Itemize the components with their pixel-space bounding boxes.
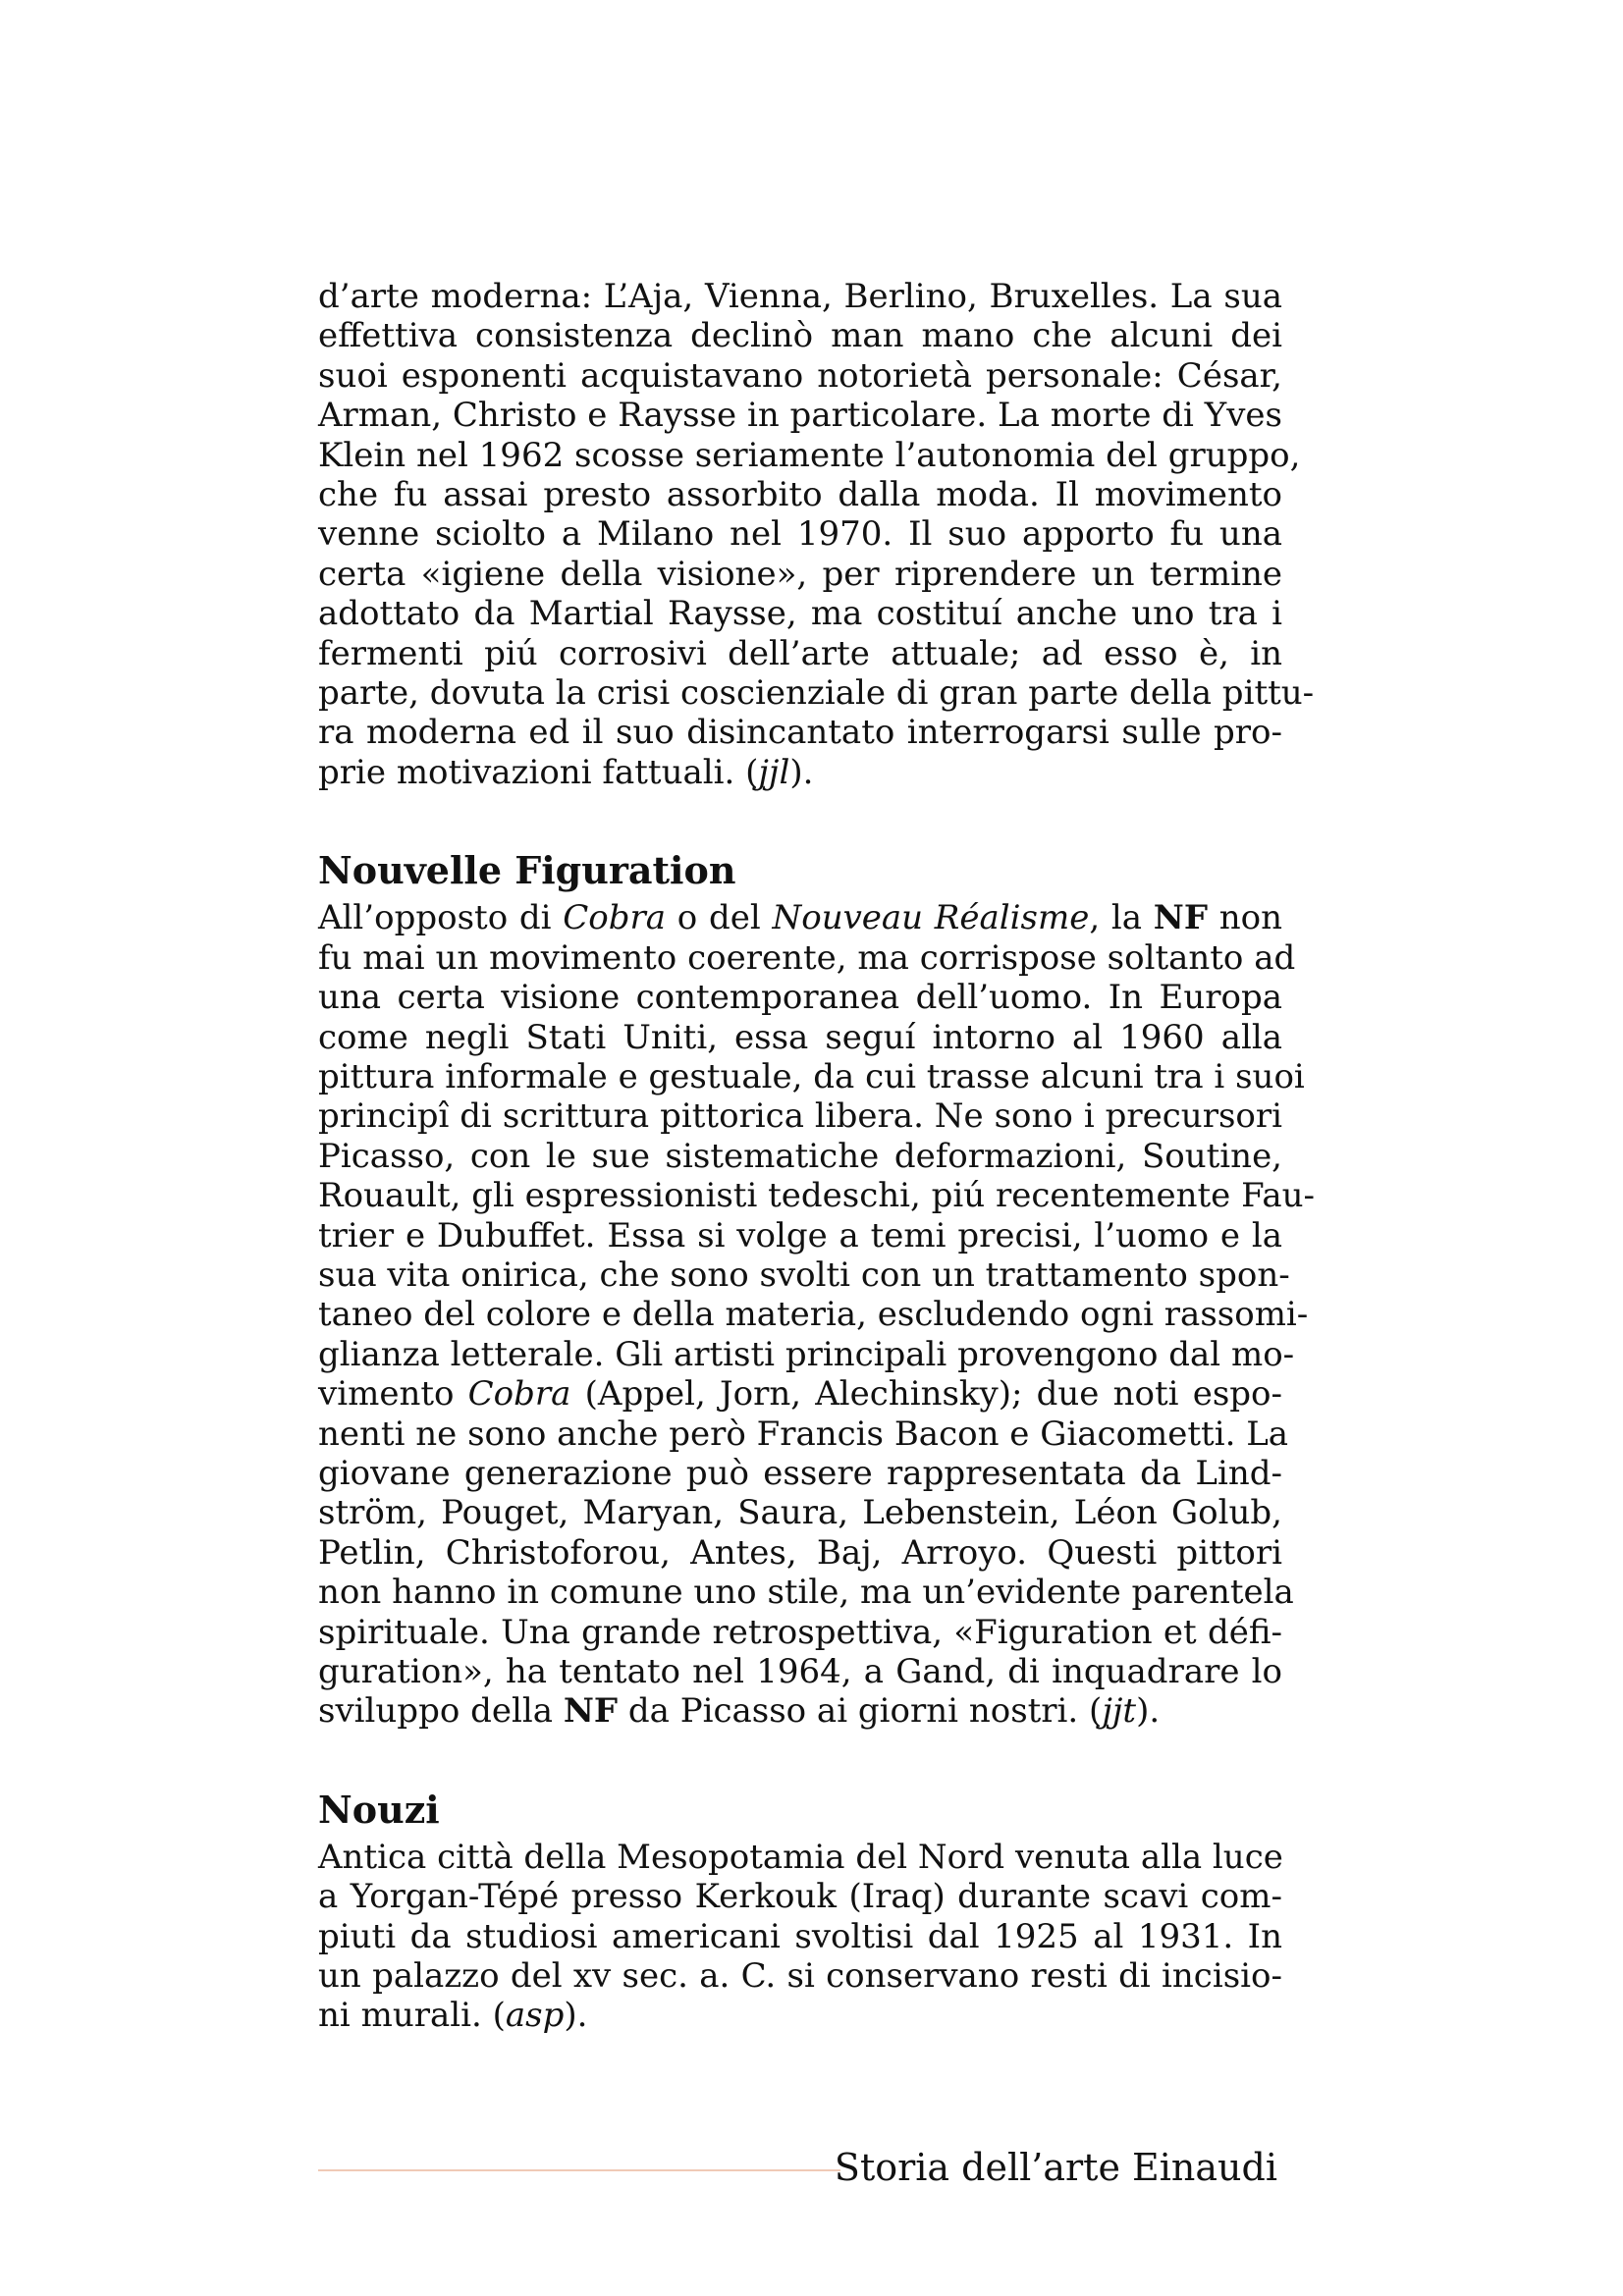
text-line: ra moderna ed il suo disincantato interrogarsi sulle pro- [318, 713, 1282, 753]
text-line: certa «igiene della visione», per riprendere un termine [318, 554, 1282, 594]
text-line: sviluppo della NF da Picasso ai giorni nostri. (jjt). [318, 1691, 1161, 1732]
text-line: adottato da Martial Raysse, ma costituí anche uno tra i [318, 594, 1282, 634]
text-line: un palazzo del xv sec. a. C. si conservano resti di incisio- [318, 1956, 1282, 1997]
text-line: principî di scrittura pittorica libera. Ne sono i precursori [318, 1096, 1282, 1137]
text-line: a Yorgan-Tépé presso Kerkouk (Iraq) durante scavi com- [318, 1877, 1282, 1917]
text-line: Rouault, gli espressionisti tedeschi, piú recentemente Fau- [318, 1176, 1316, 1216]
continuation-paragraph [318, 277, 1315, 792]
text-line: Antica città della Mesopotamia del Nord venuta alla luce [318, 1837, 1283, 1877]
footer-rule [318, 2169, 840, 2171]
text-line: glianza letterale. Gli artisti principali provengono dal mo- [318, 1334, 1295, 1374]
entry-body-nouzi [318, 1838, 1282, 2036]
text-line: pittura informale e gestuale, da cui trasse alcuni tra i suoi [318, 1056, 1305, 1096]
text-line: parte, dovuta la crisi coscienziale di gran parte della pittu- [318, 673, 1315, 714]
text-line: ni murali. (asp). [318, 1996, 588, 2036]
text-line: spirituale. Una grande retrospettiva, «Figuration et défi- [318, 1612, 1282, 1652]
text-line: taneo del colore e della materia, escludendo ogni rassomi- [318, 1295, 1309, 1335]
text-line: piuti da studiosi americani svoltisi dal 1925 al 1931. In [318, 1916, 1282, 1956]
text-line: ström, Pouget, Maryan, Saura, Lebenstein, Léon Golub, [318, 1493, 1282, 1533]
text-line: giovane generazione può essere rappresentata da Lind- [318, 1453, 1282, 1493]
text-line: sua vita onirica, che sono svolti con un trattamento spon- [318, 1255, 1290, 1295]
text-line: prie motivazioni fattuali. (jjl). [318, 752, 814, 792]
entry-heading-nouvelle-figuration: Nouvelle Figuration [318, 848, 736, 893]
entry-body-nouvelle-figuration [318, 898, 1316, 1732]
text-line: suoi esponenti acquistavano notorietà personale: César, [318, 355, 1282, 396]
text-line: una certa visione contemporanea dell’uomo. In Europa [318, 978, 1282, 1018]
text-line: Petlin, Christoforou, Antes, Baj, Arroyo. Questi pittori [318, 1532, 1282, 1573]
text-line: fermenti piú corrosivi dell’arte attuale; ad esso è, in [318, 633, 1282, 673]
text-line: non hanno in comune uno stile, ma un’evidente parentela [318, 1573, 1294, 1613]
text-line: Klein nel 1962 scosse seriamente l’autonomia del gruppo, [318, 435, 1301, 475]
text-line: nenti ne sono anche però Francis Bacon e Giacometti. La [318, 1414, 1289, 1454]
author-initials: jjt [1102, 1691, 1137, 1732]
text-line: trier e Dubuffet. Essa si volge a temi precisi, l’uomo e la [318, 1215, 1282, 1255]
text-line: guration», ha tentato nel 1964, a Gand, di inquadrare lo [318, 1652, 1282, 1691]
text-line: venne sciolto a Milano nel 1970. Il suo apporto fu una [318, 514, 1282, 555]
text-column [318, 277, 1316, 2036]
author-initials: jjl [758, 752, 790, 792]
text-line: fu mai un movimento coerente, ma corrispose soltanto ad [318, 937, 1296, 978]
text-line: vimento Cobra (Appel, Jorn, Alechinsky); due noti espo- [318, 1374, 1283, 1415]
text-line: che fu assai presto assorbito dalla moda. Il movimento [318, 475, 1282, 515]
footer-title: Storia dell’arte Einaudi [834, 2146, 1277, 2189]
text-line: d’arte moderna: L’Aja, Vienna, Berlino, Bruxelles. La sua [318, 277, 1282, 316]
text-line: come negli Stati Uniti, essa seguí intorno al 1960 alla [318, 1017, 1282, 1057]
entry-heading-nouzi: Nouzi [318, 1787, 440, 1832]
author-initials: asp [505, 1996, 565, 2036]
text-line: Picasso, con le sue sistematiche deformazioni, Soutine, [318, 1136, 1282, 1176]
text-line: All’opposto di Cobra o del Nouveau Réalisme, la NF non [318, 898, 1283, 938]
text-line: Arman, Christo e Raysse in particolare. La morte di Yves [318, 396, 1282, 436]
text-line: effettiva consistenza declinò man mano che alcuni dei [318, 316, 1282, 356]
